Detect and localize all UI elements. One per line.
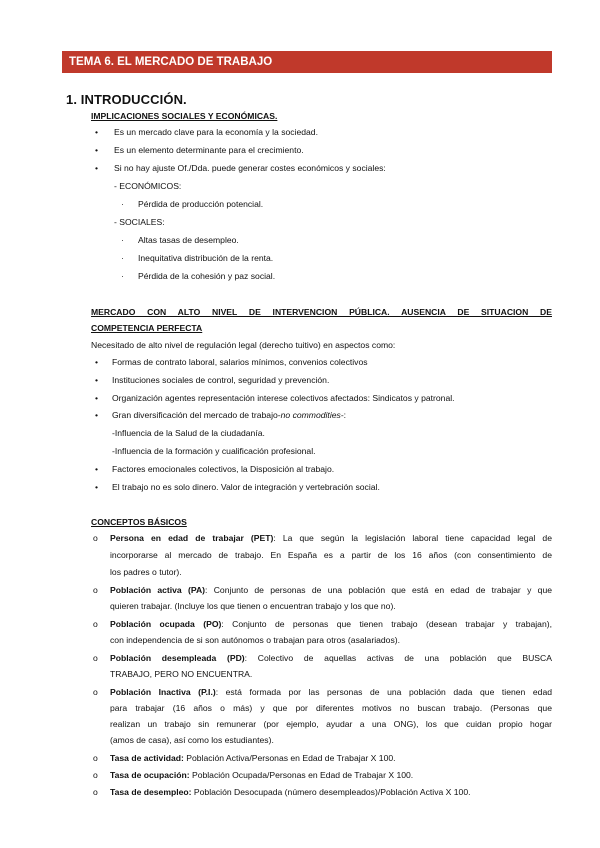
- circle-bullet-icon: o: [93, 619, 98, 629]
- list-item: Es un mercado clave para la economía y la sociedad.: [114, 127, 318, 137]
- concept-line: quieren trabajar. (Incluye los que tienen o encuentran trabajo y los que no).: [110, 601, 396, 611]
- bullet-icon: •: [95, 163, 99, 173]
- concept-term: Persona en edad de trabajar (PET): [110, 533, 274, 543]
- bullet-icon: •: [95, 357, 99, 367]
- list-item: Pérdida de producción potencial.: [138, 199, 264, 209]
- circle-bullet-icon: o: [93, 585, 98, 595]
- concept-text: : Colectivo de aquellas activas de una población que BUSCA: [244, 653, 552, 663]
- concept-text: Población Ocupada/Personas en Edad de Trabajar X 100.: [189, 770, 414, 780]
- subtitle-mercado-line2: COMPETENCIA PERFECTA: [91, 323, 203, 333]
- concept-term: Población Inactiva (P.I.): [110, 687, 216, 697]
- concept-line: [110, 687, 552, 698]
- list-item: Factores emocionales colectivos, la Disposición al trabajo.: [112, 464, 335, 474]
- list-item: Pérdida de la cohesión y paz social.: [138, 271, 276, 281]
- circle-bullet-icon: o: [93, 753, 98, 763]
- concept-text: : La que según la legislación laboral tiene capacidad legal de: [273, 533, 552, 543]
- concept-line: [110, 585, 552, 596]
- bullet-icon: •: [95, 482, 99, 492]
- list-item: Organización agentes representación interese colectivos afectados: Sindicatos y patronal.: [112, 393, 455, 403]
- concept-text: Población Desocupada (número desempleados)/Población Activa X 100.: [191, 787, 471, 797]
- concept-text: : Conjunto de personas de una población que está en edad de trabajar y que: [205, 585, 553, 595]
- bullet-icon: •: [95, 145, 99, 155]
- circle-bullet-icon: o: [93, 770, 98, 780]
- concept-line: los padres o tutor).: [110, 567, 182, 577]
- circle-bullet-icon: o: [93, 653, 98, 663]
- dash-icon: ·: [121, 253, 124, 263]
- concept-term: Tasa de ocupación:: [110, 770, 190, 780]
- concept-line: TRABAJO, PERO NO ENCUENTRA.: [110, 669, 253, 679]
- concept-term: Tasa de actividad:: [110, 753, 184, 763]
- list-subitem: -Influencia de la formación y cualificación profesional.: [112, 446, 316, 456]
- concept-line: para trabajar (16 años o más) y que por diferentes motivos no buscan trabajo. (Personas que: [110, 703, 552, 713]
- diversif-prefix: Gran diversificación del mercado de trabajo-: [112, 410, 281, 420]
- bullet-icon: •: [95, 464, 99, 474]
- diversif-suffix: -:: [340, 410, 347, 420]
- concept-term: Población activa (PA): [110, 585, 206, 595]
- list-item: Instituciones sociales de control, seguridad y prevención.: [112, 375, 330, 385]
- circle-bullet-icon: o: [93, 687, 98, 697]
- list-item: El trabajo no es solo dinero. Valor de integración y vertebración social.: [112, 482, 380, 492]
- dash-icon: ·: [121, 235, 124, 245]
- concept-line: [110, 770, 413, 781]
- concept-line: con independencia de si son autónomos o trabajan para otros (asalariados).: [110, 635, 400, 645]
- concept-line: [110, 619, 552, 630]
- concept-line: [110, 787, 471, 798]
- concept-line: [110, 753, 396, 764]
- bullet-icon: •: [95, 410, 99, 420]
- concept-line: realizan un trabajo sin remunerar (por ejemplo, ayudar a una ONG), los que cuidan propio hogar: [110, 719, 552, 729]
- section-heading-introduccion: 1. INTRODUCCIÓN.: [66, 92, 187, 107]
- diversif-italic: no commodities: [280, 410, 341, 420]
- concept-text: : está formada por las personas de una población dada que tienen edad: [215, 687, 552, 697]
- list-item: Es un elemento determinante para el crecimiento.: [114, 145, 304, 155]
- concept-term: Población desempleada (PD): [110, 653, 245, 663]
- dash-icon: ·: [121, 271, 124, 281]
- list-item: Altas tasas de desempleo.: [138, 235, 239, 245]
- concept-term: Tasa de desempleo:: [110, 787, 192, 797]
- sublist-label-economicos: - ECONÓMICOS:: [114, 181, 182, 191]
- subtitle-implicaciones: IMPLICACIONES SOCIALES Y ECONÓMICAS.: [91, 111, 278, 121]
- concept-text: Población Activa/Personas en Edad de Trabajar X 100.: [183, 753, 396, 763]
- concept-text: : Conjunto de personas que tienen trabajo (desean trabajar y trabajan),: [221, 619, 552, 629]
- list-item: Si no hay ajuste Of./Dda. puede generar costes económicos y sociales:: [114, 163, 386, 173]
- circle-bullet-icon: o: [93, 533, 98, 543]
- subtitle-mercado-line1: MERCADO CON ALTO NIVEL DE INTERVENCION PÚBLICA. AUSENCIA DE SITUACION DE: [91, 307, 552, 317]
- concept-line: (amos de casa), así como los estudiantes).: [110, 735, 274, 745]
- bullet-icon: •: [95, 127, 99, 137]
- chapter-banner: TEMA 6. EL MERCADO DE TRABAJO: [62, 51, 552, 73]
- dash-icon: ·: [121, 199, 124, 209]
- concept-term: Población ocupada (PO): [110, 619, 222, 629]
- bullet-icon: •: [95, 393, 99, 403]
- paragraph-intro: Necesitado de alto nivel de regulación legal (derecho tuitivo) en aspectos como:: [91, 340, 396, 350]
- list-item: Formas de contrato laboral, salarios mínimos, convenios colectivos: [112, 357, 368, 367]
- concept-line: incorporarse al mercado de trabajo. En España es a partir de los 16 años (con consentimiento de: [110, 550, 552, 560]
- concept-line: [110, 653, 552, 664]
- circle-bullet-icon: o: [93, 787, 98, 797]
- concept-line: [110, 533, 552, 544]
- list-item-diversificacion: [112, 410, 346, 421]
- bullet-icon: •: [95, 375, 99, 385]
- list-item: Inequitativa distribución de la renta.: [138, 253, 274, 263]
- subtitle-conceptos: CONCEPTOS BÁSICOS: [91, 517, 187, 527]
- sublist-label-sociales: - SOCIALES:: [114, 217, 165, 227]
- list-subitem: -Influencia de la Salud de la ciudadanía.: [112, 428, 265, 438]
